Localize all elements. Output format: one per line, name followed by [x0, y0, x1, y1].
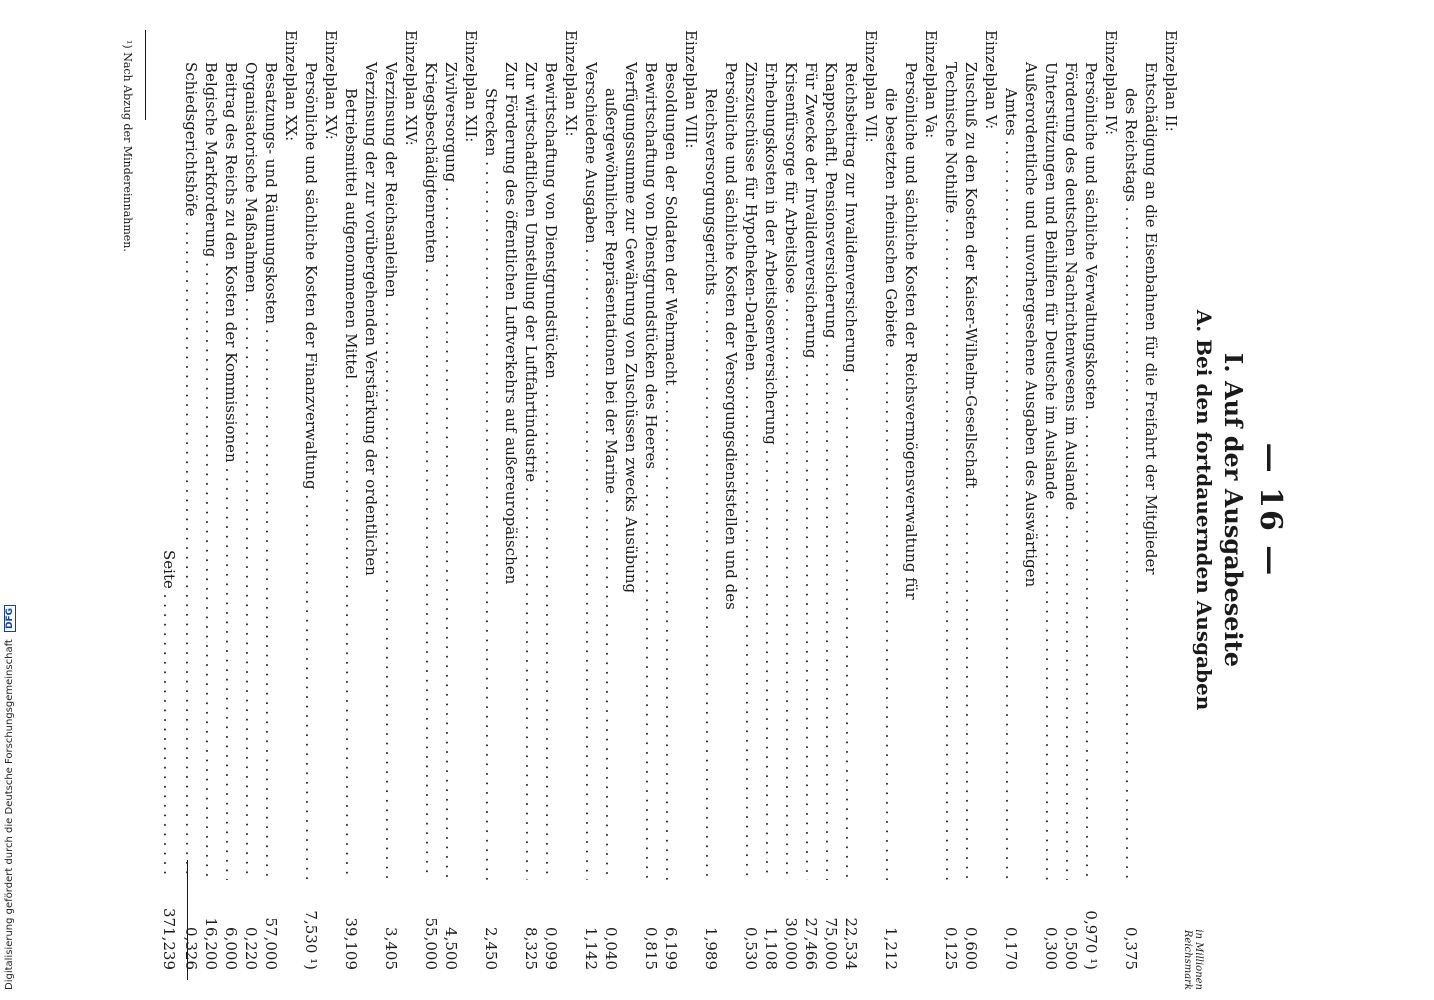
row-value: 0,815 — [640, 880, 662, 970]
ledger-row — [360, 30, 382, 990]
ledger-row — [1140, 30, 1162, 990]
row-value: 6,000 — [220, 880, 242, 970]
section-heading-label: Einzelplan V: — [982, 30, 1000, 130]
unit-header: in Millionen Reichsmark — [1182, 929, 1204, 990]
ledger-row — [780, 30, 802, 990]
ledger-row — [340, 30, 362, 990]
row-value: 0,170 — [1000, 880, 1022, 970]
row-value: 2,450 — [480, 880, 502, 970]
ledger-row — [520, 30, 542, 990]
row-value: 3,405 — [380, 880, 402, 970]
footnote: ¹) Nach Abzug der Mindereinnahmen. — [121, 40, 134, 252]
row-label: Zivilversorgung . . . — [440, 62, 462, 880]
row-label: Verschiedene Ausgaben . . . — [580, 62, 602, 880]
row-label: Bewirtschaftung von Dienstgrundstücken des Heeres . . . — [640, 62, 662, 880]
ledger-row — [640, 30, 662, 990]
row-label: Außerordentliche und unvorhergesehene Ausgaben des Auswärtigen — [1022, 62, 1040, 588]
row-label: Kriegsbeschädigtenrenten . . . — [420, 62, 442, 880]
part-title: I. Auf der Ausgabeseite — [1219, 353, 1248, 667]
rotated-page — [0, 30, 1300, 990]
row-label: Betriebsmittel aufgenommenen Mittel . . . — [340, 88, 362, 880]
section-heading — [400, 30, 422, 990]
section-heading — [560, 30, 582, 990]
row-label: Persönliche und sächliche Kosten der Finanzverwaltung . . . — [300, 62, 322, 880]
ledger-row — [260, 30, 282, 990]
total-label: Seite . . . — [158, 550, 180, 880]
ledger-row — [820, 30, 842, 990]
dfg-logo: DFG — [4, 605, 16, 632]
section-heading-label: Einzelplan VII: — [862, 30, 880, 143]
row-value: 0,125 — [940, 880, 962, 970]
row-label: Zuschuß zu den Kosten der Kaiser-Wilhelm-Gesellschaft . . . — [960, 62, 982, 880]
ledger-row — [1020, 30, 1042, 990]
row-value: 8,325 — [520, 880, 542, 970]
ledger-row — [440, 30, 462, 990]
digitization-text: Digitalisierung gefördert durch die Deutsche Forschungsgemeinschaft — [4, 639, 15, 990]
ledger-row — [420, 30, 442, 990]
section-heading-label: Einzelplan XII: — [462, 30, 480, 143]
ledger-row — [1080, 30, 1102, 990]
section-title: A. Bei den fortdauernden Ausgaben — [1192, 309, 1216, 711]
section-heading-label: Einzelplan XIV: — [402, 30, 420, 146]
section-heading — [1160, 30, 1182, 990]
row-label: Belgische Markforderung . . . — [200, 62, 222, 880]
row-label: die besetzten rheinischen Gebiete . . . — [880, 88, 902, 880]
row-value: 1,108 — [760, 880, 782, 970]
ledger-row — [840, 30, 862, 990]
ledger-row — [220, 30, 242, 990]
ledger-row — [240, 30, 262, 990]
section-heading-label: Einzelplan XX: — [282, 30, 300, 142]
ledger-row — [940, 30, 962, 990]
section-heading — [980, 30, 1002, 990]
section-heading — [280, 30, 302, 990]
ledger-row — [500, 30, 522, 990]
row-value: 57,000 — [260, 880, 282, 970]
row-label: Unterstützungen und Beihilfen für Deutsche im Auslande . . . — [1040, 62, 1062, 880]
row-label: Zur wirtschaftlichen Umstellung der Luftfahrtindustrie . . . — [520, 62, 542, 880]
digitization-note — [4, 605, 16, 990]
ledger-row — [660, 30, 682, 990]
row-value: 1,212 — [880, 880, 902, 970]
row-value: 30,000 — [780, 880, 802, 970]
section-heading — [460, 30, 482, 990]
ledger-row — [1060, 30, 1082, 990]
ledger-row — [380, 30, 402, 990]
row-label: Persönliche und sächliche Kosten der Reichsvermögensverwaltung für — [902, 62, 920, 600]
row-label: Verzinsung der zur vorübergehenden Verstärkung der ordentlichen — [362, 62, 380, 576]
total-row — [158, 30, 180, 990]
row-value: 0,040 — [600, 880, 622, 970]
row-label: Zinszuschüsse für Hypotheken-Darlehen . . . — [740, 62, 762, 880]
row-label: Persönliche und sächliche Kosten der Versorgungsdienststellen und des — [722, 62, 740, 610]
row-value: 0,375 — [1120, 880, 1142, 970]
ledger-row — [760, 30, 782, 990]
row-value: 0,530 — [740, 880, 762, 970]
row-value: 0,970 ¹) — [1080, 880, 1102, 970]
row-value: 0,500 — [1060, 880, 1082, 970]
ledger-row — [740, 30, 762, 990]
row-label: Entschädigung an die Eisenbahnen für die Freifahrt der Mitglieder — [1142, 62, 1160, 575]
ledger-row — [580, 30, 602, 990]
section-heading — [1100, 30, 1122, 990]
row-value: 27,466 — [800, 880, 822, 970]
section-heading-label: Einzelplan XI: — [562, 30, 580, 137]
section-heading-label: Einzelplan XV: — [322, 30, 340, 140]
row-label: Technische Nothilfe . . . — [940, 62, 962, 880]
ledger-row — [600, 30, 622, 990]
row-label: Schiedsgerichtshöfe . . . — [180, 62, 202, 880]
row-value: 0,099 — [540, 880, 562, 970]
row-label: Verfügungssumme zur Gewährung von Zuschüssen zwecks Ausübung — [622, 62, 640, 594]
row-value: 0,300 — [1040, 880, 1062, 970]
row-label: des Reichstags . . . — [1120, 88, 1142, 880]
row-label: Besoldungen der Soldaten der Wehrmacht . . . — [660, 62, 682, 880]
ledger-row — [720, 30, 742, 990]
row-label: Förderung des deutschen Nachrichtenwesens im Auslande . . . — [1060, 62, 1082, 880]
section-heading — [920, 30, 942, 990]
row-value: 0,220 — [240, 880, 262, 970]
section-heading-label: Einzelplan Va: — [922, 30, 940, 139]
ledger-row — [1040, 30, 1062, 990]
section-heading — [680, 30, 702, 990]
row-value: 22,534 — [840, 880, 862, 970]
row-label: Bewirtschaftung von Dienstgrundstücken . . . — [540, 62, 562, 880]
row-label: Persönliche und sächliche Verwaltungskosten . . . — [1080, 62, 1102, 880]
row-value: 4,500 — [440, 880, 462, 970]
ledger-row — [880, 30, 902, 990]
row-label: außergewöhnlicher Repräsentationen bei der Marine . . . — [600, 88, 622, 880]
row-value: 6,199 — [660, 880, 682, 970]
ledger-row — [480, 30, 502, 990]
section-heading — [860, 30, 882, 990]
sum-rule — [187, 860, 188, 980]
section-heading-label: Einzelplan IV: — [1102, 30, 1120, 136]
row-label: Krisenfürsorge für Arbeitslose . . . — [780, 62, 802, 880]
ledger-row — [200, 30, 222, 990]
row-label: Besatzungs- und Räumungskosten . . . — [260, 62, 282, 880]
ledger-row — [900, 30, 922, 990]
row-label: Reichsbeitrag zur Invalidenversicherung . . . — [840, 62, 862, 880]
row-label: Knappschaftl. Pensionsversicherung . . . — [820, 62, 842, 880]
row-value: 1,989 — [700, 880, 722, 970]
ledger-row — [1120, 30, 1142, 990]
row-label: Für Zwecke der Invalidenversicherung . . . — [800, 62, 822, 880]
row-label: Erhebungskosten in der Arbeitslosenversicherung . . . — [760, 62, 782, 880]
ledger-row — [300, 30, 322, 990]
ledger-row — [180, 30, 202, 990]
section-heading — [320, 30, 342, 990]
row-value: 55,000 — [420, 880, 442, 970]
section-heading-label: Einzelplan II: — [1162, 30, 1180, 132]
ledger-row — [620, 30, 642, 990]
ledger-row — [700, 30, 722, 990]
row-label: Strecken . . . — [480, 88, 502, 880]
page-number: — 16 — — [1253, 442, 1288, 578]
row-value: 16,200 — [200, 880, 222, 970]
footnote-rule — [145, 30, 146, 120]
row-label: Verzinsung der Reichsanleihen . . . — [380, 62, 402, 880]
row-value: 39,109 — [340, 880, 362, 970]
ledger-row — [540, 30, 562, 990]
ledger-row — [1000, 30, 1022, 990]
row-value: 0,600 — [960, 880, 982, 970]
row-label: Beitrag des Reichs zu den Kosten der Kommissionen . . . — [220, 62, 242, 880]
total-value: 371,239 — [158, 880, 180, 970]
row-value: 7,530 ¹) — [300, 880, 322, 970]
row-label: Organisatorische Maßnahmen . . . — [240, 62, 262, 880]
row-label: Zur Förderung des öffentlichen Luftverkehrs auf außereuropäischen — [502, 62, 520, 585]
row-value: 0,326 — [180, 880, 202, 970]
ledger-row — [800, 30, 822, 990]
ledger-row — [960, 30, 982, 990]
row-label: Amtes . . . — [1000, 88, 1022, 880]
section-heading-label: Einzelplan VIII: — [682, 30, 700, 149]
row-label: Reichsversorgungsgerichts . . . — [700, 88, 722, 880]
row-value: 75,000 — [820, 880, 842, 970]
row-value: 1,142 — [580, 880, 602, 970]
